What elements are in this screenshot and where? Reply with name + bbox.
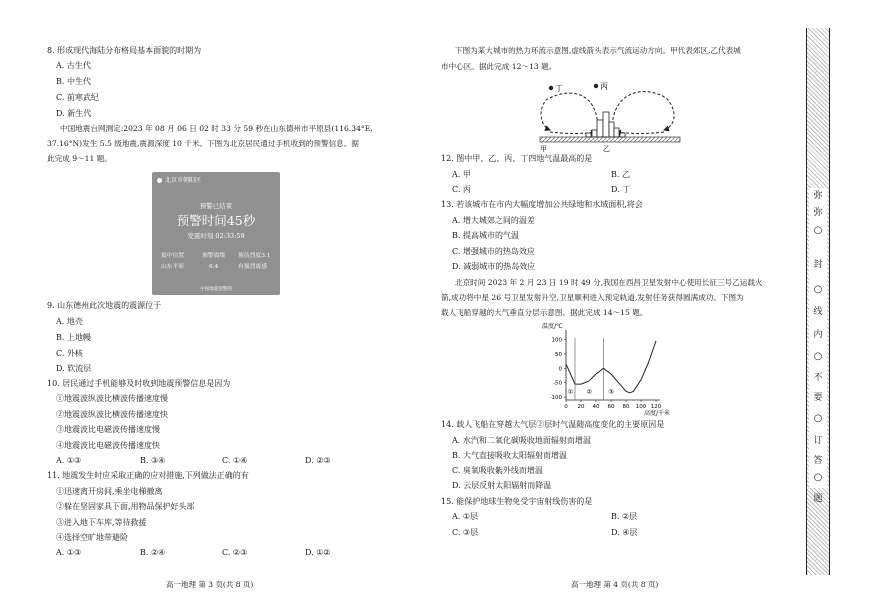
- y-tick-label: -50: [553, 380, 562, 387]
- y-axis-label: 温度/℃: [542, 323, 563, 330]
- statement: ④地震波比电磁波传播速度快: [56, 441, 160, 450]
- y-tick-label: 0: [558, 366, 562, 373]
- binding-char: 题: [813, 494, 823, 504]
- alert-status: 预警已结束: [199, 202, 233, 210]
- location-icon: [157, 178, 162, 183]
- atmosphere-temperature-chart: [538, 320, 688, 418]
- statement: ②地震波纵波比横波传播速度快: [56, 410, 168, 419]
- label-jia: 甲: [540, 145, 547, 152]
- option: C. 外核: [56, 349, 83, 358]
- option: D. 云层反射太阳辐射而降温: [452, 481, 552, 490]
- statement: ③进入地下车库,等待救援: [56, 518, 147, 527]
- x-tick-label: 20: [577, 404, 585, 410]
- option: A. 地壳: [56, 317, 83, 326]
- option: D. ②③: [305, 456, 331, 465]
- x-tick-label: 40: [592, 404, 600, 410]
- label-yi: 乙: [603, 145, 610, 152]
- thermal-circulation-diagram: [536, 80, 688, 152]
- x-tick-label: 0: [564, 404, 568, 410]
- option: A. 增大城郊之间的温差: [452, 216, 535, 225]
- y-tick-label: -100: [549, 395, 562, 402]
- x-axis-label: 高度/千米: [644, 410, 671, 417]
- label-ding: 丁: [555, 84, 563, 93]
- option: D. 丁: [611, 185, 631, 194]
- label-bing: 丙: [600, 82, 608, 91]
- binding-char: 订: [813, 436, 823, 446]
- y-tick-label: 100: [551, 337, 562, 344]
- binding-char: 不: [813, 373, 823, 383]
- binding-char: 封: [813, 260, 823, 270]
- option: B. 中生代: [56, 77, 91, 86]
- option: B. 上地幔: [56, 333, 91, 342]
- alert-footer: 中国地震预警网: [200, 287, 232, 292]
- city-buildings: [586, 112, 625, 137]
- option: A. ①层: [452, 512, 479, 521]
- question-stem: 15. 能保护地球生物免受宇宙射线伤害的是: [441, 497, 593, 506]
- ground-layer: [540, 137, 680, 142]
- question-stem: 9. 山东德州此次地震的震源位于: [47, 301, 162, 310]
- binding-char: 要: [813, 393, 823, 403]
- option: A. ①③: [56, 456, 82, 465]
- binding-circle: ○: [813, 351, 823, 362]
- option: D. 减弱城市的热岛效应: [452, 262, 536, 271]
- option: C. ②③: [222, 548, 248, 557]
- option: C. ③层: [452, 528, 479, 537]
- binding-circle: ○: [813, 225, 823, 236]
- layer-label: ②: [586, 388, 593, 396]
- x-tick-label: 80: [622, 404, 630, 410]
- binding-circle: ○: [813, 413, 823, 424]
- option: D. ④层: [611, 528, 638, 537]
- option: A. 古生代: [56, 61, 91, 70]
- binding-char: 弥: [813, 208, 823, 218]
- alert-location: 北京市朝阳区: [157, 177, 201, 184]
- layer-label: ①: [567, 388, 574, 396]
- statement: ①迅速离开房间,乘坐电梯撤离: [56, 487, 163, 496]
- binding-margin-strip: [806, 28, 830, 575]
- binding-char: 答: [813, 456, 823, 466]
- question-stem: 14. 载人飞船在穿越大气层②层时气温随高度变化的主要原因是: [441, 420, 665, 429]
- option: B. 大气直接吸收太阳辐射而增温: [452, 451, 567, 460]
- page-footer-right: 高一地理 第 4 页(共 8 页): [571, 580, 659, 589]
- page-footer-left: 高一地理 第 3 页(共 8 页): [166, 580, 254, 589]
- statement: ④选择空旷地带避险: [56, 533, 128, 542]
- option: C. ①④: [222, 456, 248, 465]
- x-tick-label: 60: [607, 404, 615, 410]
- statement: ②躲在坚固家具下面,用物品保护好头部: [56, 502, 195, 511]
- option: B. 提高城市的气温: [452, 231, 519, 240]
- binding-char: 内: [813, 330, 823, 340]
- layer-label: ③: [608, 388, 614, 396]
- x-tick-label: 120: [650, 404, 662, 410]
- option: A. ①③: [56, 548, 82, 557]
- statement: ①地震波纵波比横波传播速度慢: [56, 394, 168, 403]
- option: B. ③④: [140, 456, 166, 465]
- binding-char: 线: [813, 307, 823, 317]
- option: C. 增强城市的热岛效应: [452, 247, 535, 256]
- epicenter-value: 山东平原: [161, 264, 185, 270]
- magnitude-value: 6.4: [209, 264, 219, 270]
- x-tick-label: 100: [635, 404, 647, 410]
- point-ding: [549, 86, 553, 90]
- option: C. 前寒武纪: [56, 93, 99, 102]
- y-tick-label: 50: [555, 351, 562, 358]
- option: B. ②④: [140, 548, 166, 557]
- temperature-curve: [566, 341, 656, 393]
- intensity-value: 有强烈震感: [238, 264, 267, 270]
- binding-circle: ○: [813, 284, 823, 295]
- option: B. 乙: [611, 170, 630, 179]
- question-stem: 11. 地震发生时应采取正确的应对措施,下列做法正确的有: [47, 471, 249, 480]
- option: A. 甲: [452, 170, 471, 179]
- question-stem: 13. 若该城市在市内大幅度增加公共绿地和水域面积,将会: [441, 200, 643, 209]
- alert-countdown: 预警时间45秒: [176, 213, 256, 228]
- option: C. 臭氧吸收紫外线而增温: [452, 466, 543, 475]
- binding-char: 弥: [813, 191, 823, 201]
- question-stem: 8. 形成现代海陆分布格局基本面貌的时期为: [47, 46, 202, 55]
- option: B. ②层: [611, 512, 638, 521]
- option: D. 软流层: [56, 364, 92, 373]
- epicenter-label: 震中位置: [161, 253, 185, 259]
- intensity-label: 预估烈度3.1: [238, 253, 271, 259]
- binding-circle: ○: [813, 472, 823, 483]
- magnitude-label: 预警震级: [202, 253, 226, 259]
- option: D. ①②: [305, 548, 331, 557]
- option: D. 新生代: [56, 109, 92, 118]
- point-bing: [594, 84, 598, 88]
- statement: ③地震波比电磁波传播速度慢: [56, 425, 160, 434]
- earthquake-alert-figure: [152, 172, 280, 295]
- alert-onset-time: 发震时刻 02:33:59: [187, 232, 245, 240]
- question-stem: 10. 居民通过手机能够及时收到地震预警信息是因为: [47, 379, 231, 388]
- question-stem: 12. 图中甲、乙、丙、丁四地气温最高的是: [441, 154, 593, 163]
- option: C. 丙: [452, 185, 471, 194]
- option: A. 水汽和二氧化碳吸收地面辐射而增温: [452, 436, 591, 445]
